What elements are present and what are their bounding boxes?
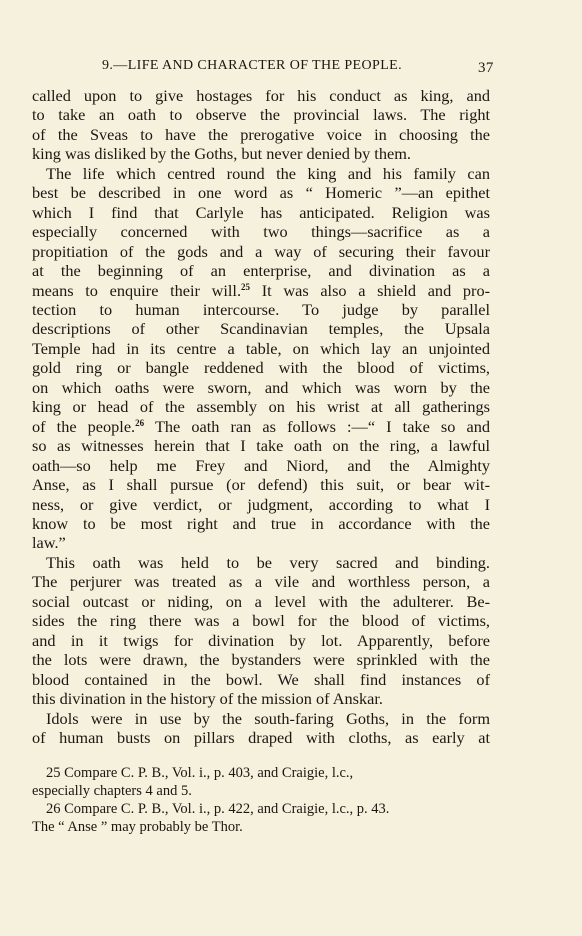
footnotes <box>32 764 490 836</box>
text-line: king was disliked by the Goths, but never denied by them. <box>32 144 411 164</box>
text-line: sides the ring there was a bowl for the blood of victims, <box>32 611 490 631</box>
footnote-line: The “ Anse ” may probably be Thor. <box>32 819 243 835</box>
text-line: oath—so help me Frey and Niord, and the Almighty <box>32 455 490 475</box>
text-line: to take an oath to observe the provincial laws. The right <box>32 105 490 125</box>
body-text <box>32 86 490 747</box>
text-line: means to enquire their will.$^{25}$ It was also a shield and pro- <box>32 280 491 300</box>
text-line: of human busts on pillars draped with cloths, as early at <box>32 727 490 747</box>
text-line: king or head of the assembly on his wrist at all gatherings <box>32 397 490 417</box>
footnote-ref: 25 <box>241 281 251 292</box>
text-line: gold ring or bangle reddened with the blood of victims, <box>32 358 490 378</box>
text-line: of the people.$^{26}$ The oath ran as follows :—“ I take so and <box>32 416 490 436</box>
text-line: and in it twigs for divination by lot. Apparently, before <box>32 630 490 650</box>
text-line: propitiation of the gods and a way of securing their favour <box>32 241 490 261</box>
text-line: this divination in the history of the mission of Anskar. <box>32 689 383 709</box>
text-line: called upon to give hostages for his conduct as king, and <box>32 86 490 105</box>
text-line: know to be most right and true in accordance with the <box>32 513 490 533</box>
text-line: on which oaths were sworn, and which was worn by the <box>32 377 490 397</box>
text-line: The life which centred round the king and his family can <box>46 163 490 183</box>
text-line: social outcast or niding, on a level with the adulterer. Be- <box>32 591 490 611</box>
footnote-ref: 26 <box>135 417 145 428</box>
text-line: Idols were in use by the south-faring Goths, in the form <box>46 708 490 728</box>
text-line: ness, or give verdict, or judgment, according to what I <box>32 494 490 514</box>
text-line: best be described in one word as “ Homeric ”—an epithet <box>32 183 490 203</box>
text-line: which I find that Carlyle has anticipated. Religion was <box>32 202 490 222</box>
text-line: descriptions of other Scandinavian temples, the Upsala <box>32 319 490 339</box>
text-line: law.” <box>32 533 66 553</box>
text-line: of the Sveas to have the prerogative voice in choosing the <box>32 124 490 144</box>
text-line: so as witnesses herein that I take oath on the ring, a lawful <box>32 436 490 456</box>
text-line: Anse, as I shall pursue (or defend) this suit, or bear wit- <box>32 475 490 495</box>
page-number: 37 <box>478 60 494 76</box>
chapter-heading: 9.—LIFE AND CHARACTER OF THE PEOPLE. <box>102 58 402 73</box>
text-line: blood contained in the bowl. We shall find instances of <box>32 669 490 689</box>
text-line: Temple had in its centre a table, on which lay an unjointed <box>32 338 490 358</box>
text-line: This oath was held to be very sacred and binding. <box>46 552 490 572</box>
footnote-line: especially chapters 4 and 5. <box>32 783 192 799</box>
text-line: the lots were drawn, the bystanders were sprinkled with the <box>32 650 490 670</box>
text-line: tection to human intercourse. To judge by parallel <box>32 299 490 319</box>
text-line: at the beginning of an enterprise, and divination as a <box>32 261 490 281</box>
footnote-line: 25 Compare C. P. B., Vol. i., p. 403, and Craigie, l.c., <box>46 765 354 781</box>
text-line: The perjurer was treated as a vile and worthless person, a <box>32 572 490 592</box>
text-line: especially concerned with two things—sacrifice as a <box>32 222 490 242</box>
footnote-line: 26 Compare C. P. B., Vol. i., p. 422, and Craigie, l.c., p. 43. <box>46 801 390 817</box>
